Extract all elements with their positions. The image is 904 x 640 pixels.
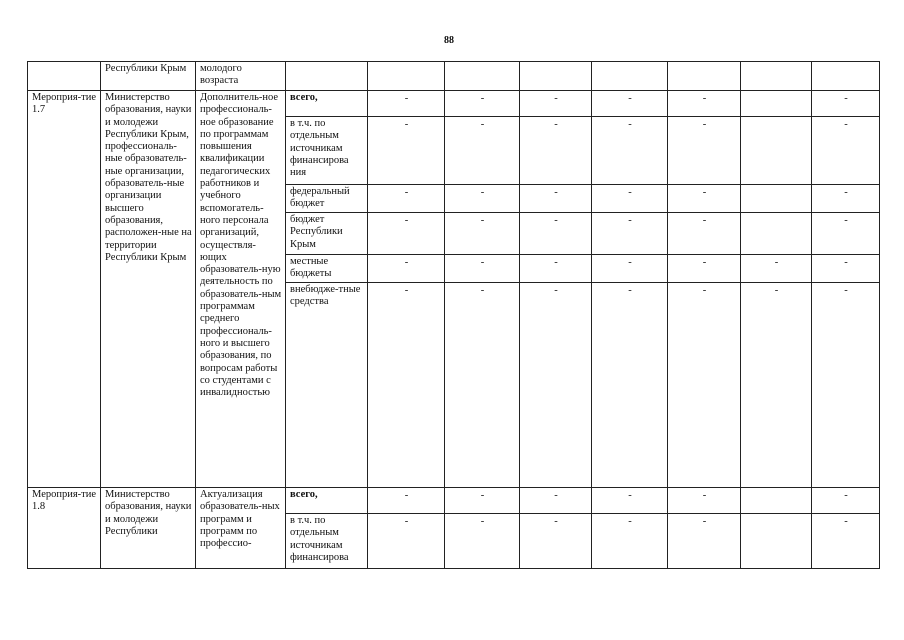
value-cell: -	[812, 213, 880, 255]
executor-cell: Министерство образования, науки и молодежи Республики	[101, 488, 196, 569]
activity-cell: Актуализация образователь-ных программ и программ по профессио-	[196, 488, 286, 569]
source-cell: в т.ч. по отдельным источникам финансирова ния	[286, 117, 368, 185]
value-cell: -	[668, 255, 741, 283]
source-cell: всего,	[286, 488, 368, 514]
value-cell: -	[368, 185, 445, 213]
value-cell: -	[445, 514, 520, 569]
value-cell: -	[520, 117, 592, 185]
value-cell: -	[592, 283, 668, 488]
value-cell: -	[668, 117, 741, 185]
value-cell: -	[668, 514, 741, 569]
value-cell: -	[520, 185, 592, 213]
value-cell	[741, 62, 812, 91]
value-cell	[520, 62, 592, 91]
value-cell: -	[445, 185, 520, 213]
value-cell: -	[445, 213, 520, 255]
value-cell: -	[812, 488, 880, 514]
value-cell: -	[592, 185, 668, 213]
value-cell: -	[668, 185, 741, 213]
source-cell: федеральный бюджет	[286, 185, 368, 213]
value-cell	[741, 213, 812, 255]
source-cell: внебюдже-тные средства	[286, 283, 368, 488]
value-cell	[668, 62, 741, 91]
value-cell: -	[445, 255, 520, 283]
value-cell: -	[668, 91, 741, 117]
value-cell: -	[668, 283, 741, 488]
value-cell	[812, 62, 880, 91]
value-cell: -	[368, 213, 445, 255]
value-cell: -	[812, 185, 880, 213]
table-row	[28, 91, 880, 117]
measure-id-cell: Мероприя-тие 1.7	[28, 91, 101, 488]
value-cell	[741, 514, 812, 569]
value-cell: -	[592, 213, 668, 255]
source-cell: местные бюджеты	[286, 255, 368, 283]
value-cell	[741, 185, 812, 213]
value-cell: -	[741, 283, 812, 488]
value-cell: -	[812, 514, 880, 569]
value-cell: -	[592, 514, 668, 569]
value-cell: -	[445, 283, 520, 488]
value-cell: -	[520, 514, 592, 569]
activity-cell: Дополнитель-ное профессиональ-ное образование по программам повышения квалификации педагогических работников и учебного вспомогатель-ного персонала организаций, осуществля-ющих образователь-ную деятельность по образователь-ным программам среднего профессиональ-ного и высшего образования, по вопросам работы со студентами с инвалидностью	[196, 91, 286, 488]
measure-id-cell: Мероприя-тие 1.8	[28, 488, 101, 569]
value-cell	[445, 62, 520, 91]
value-cell: -	[368, 117, 445, 185]
value-cell: -	[368, 488, 445, 514]
value-cell: -	[812, 283, 880, 488]
value-cell: -	[368, 91, 445, 117]
value-cell: -	[812, 255, 880, 283]
source-cell: бюджет Республики Крым	[286, 213, 368, 255]
value-cell: -	[592, 255, 668, 283]
source-cell: в т.ч. по отдельным источникам финансирова	[286, 514, 368, 569]
continued-executor-cell: Республики Крым	[101, 62, 196, 91]
value-cell: -	[668, 213, 741, 255]
value-cell: -	[592, 91, 668, 117]
source-cell: всего,	[286, 91, 368, 117]
value-cell	[592, 62, 668, 91]
value-cell: -	[368, 283, 445, 488]
financing-table	[27, 61, 880, 569]
value-cell: -	[520, 213, 592, 255]
continued-activity-cell: молодого возраста	[196, 62, 286, 91]
value-cell: -	[368, 514, 445, 569]
executor-cell: Министерство образования, науки и молодежи Республики Крым, профессиональ-ные образователь-ные организации, образователь-ные организации высшего образования, расположен-ные на территории Республики Крым	[101, 91, 196, 488]
continued-row	[28, 62, 880, 91]
value-cell	[368, 62, 445, 91]
value-cell: -	[368, 255, 445, 283]
value-cell	[741, 488, 812, 514]
value-cell: -	[520, 488, 592, 514]
table-row	[28, 488, 880, 514]
value-cell: -	[520, 255, 592, 283]
continued-source-cell	[286, 62, 368, 91]
value-cell: -	[741, 255, 812, 283]
continued-id-cell	[28, 62, 101, 91]
page-number: 88	[444, 35, 454, 46]
value-cell: -	[812, 117, 880, 185]
value-cell: -	[812, 91, 880, 117]
value-cell: -	[592, 488, 668, 514]
value-cell	[741, 91, 812, 117]
value-cell: -	[520, 283, 592, 488]
value-cell: -	[445, 488, 520, 514]
value-cell	[741, 117, 812, 185]
value-cell: -	[668, 488, 741, 514]
value-cell: -	[592, 117, 668, 185]
value-cell: -	[445, 91, 520, 117]
value-cell: -	[520, 91, 592, 117]
value-cell: -	[445, 117, 520, 185]
